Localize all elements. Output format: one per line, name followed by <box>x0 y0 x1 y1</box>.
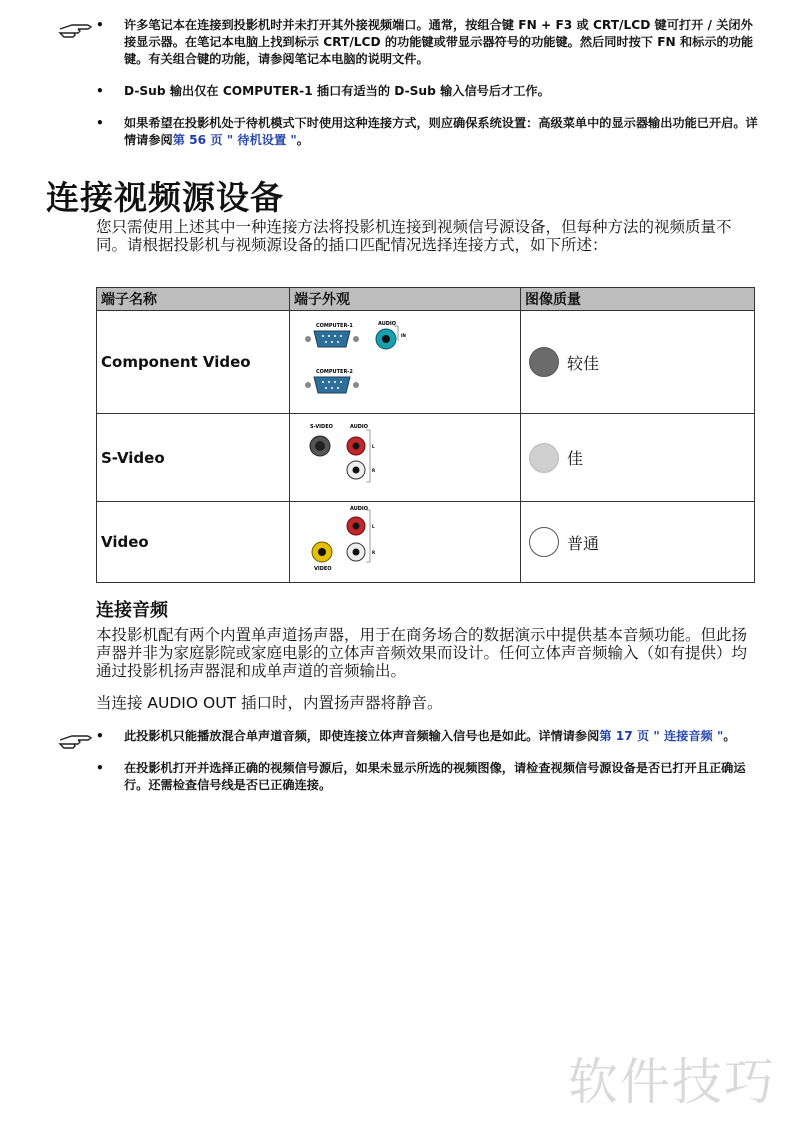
header-terminal-name: 端子名称 <box>97 288 290 311</box>
quality-indicator-icon <box>529 527 559 557</box>
port-label: AUDIO <box>350 506 369 512</box>
audio-left-jack-icon <box>347 517 365 535</box>
note-item: • 在投影机打开并选择正确的视频信号源后，如果未显示所选的视频图像，请检查视频信号源设备是否已打开且正确运行。还需检查信号线是否已正确连接。 <box>96 761 746 792</box>
note-block-bottom <box>58 728 758 794</box>
audio-jack-icon <box>376 329 396 349</box>
note-item: • D-Sub 输出仅在 COMPUTER-1 插口有适当的 D-Sub 输入信号后才工作。 <box>96 84 550 98</box>
port-label: IN <box>401 333 406 338</box>
audio-left-jack-icon <box>347 437 365 455</box>
quality-label: 较佳 <box>567 353 600 373</box>
port-label: AUDIO <box>378 321 397 327</box>
note-item: • 如果希望在投影机处于待机模式下时使用这种连接方式，则应确保系统设置：高级菜单中的显示器输出功能已开启。详情请参阅第 56 页 " 待机设置 "。 <box>96 116 758 147</box>
svideo-jack-icon <box>310 436 330 456</box>
audio-right-jack-icon <box>347 461 365 479</box>
terminal-appearance <box>290 311 521 414</box>
video-port-diagram <box>294 502 414 578</box>
connection-table <box>96 287 755 583</box>
quality-cell <box>521 502 755 583</box>
port-label: VIDEO <box>314 566 332 572</box>
intro-paragraph: 您只需使用上述其中一种连接方法将投影机连接到视频信号源设备，但每种方法的视频质量不同。请根据投影机与视频源设备的插口匹配情况选择连接方式，如下所述： <box>96 218 732 254</box>
header-image-quality: 图像质量 <box>521 288 755 311</box>
terminal-appearance <box>290 414 521 502</box>
quality-cell <box>521 311 755 414</box>
audio-mute-note: 当连接 AUDIO OUT 插口时，内置扬声器将静音。 <box>96 694 443 712</box>
top-notes <box>58 17 758 164</box>
table-header-row <box>97 288 755 311</box>
connect-audio-link[interactable]: 第 17 页 " 连接音频 " <box>599 729 724 743</box>
port-label: AUDIO <box>350 423 369 430</box>
svideo-port-diagram <box>294 416 414 496</box>
audio-section-heading: 连接音频 <box>96 600 168 621</box>
quality-label: 普通 <box>567 533 600 553</box>
page-title: 连接视频源设备 <box>46 178 284 217</box>
vga-port-icon <box>305 377 359 393</box>
audio-right-jack-icon <box>347 543 365 561</box>
note-item: • 许多笔记本在连接到投影机时并未打开其外接视频端口。通常，按组合键 FN + F3 或 CRT/LCD 键可打开 / 关闭外接显示器。在笔记本电脑上找到标示 CRT/LCD 的功能键或带显示器符号的功能键。然后同时按下 FN 和标示的功能键。有关组合键的功能，请参阅笔记本电脑的说明文件。 <box>96 18 754 66</box>
terminal-name: Video <box>97 502 290 583</box>
port-label: L <box>372 524 375 529</box>
table-row <box>97 414 755 502</box>
port-label: R <box>372 550 376 555</box>
port-label: S-VIDEO <box>310 423 333 430</box>
vga-port-icon <box>305 331 359 347</box>
watermark: 软件技巧 <box>568 1053 776 1111</box>
bottom-notes <box>58 728 758 809</box>
composite-video-jack-icon <box>312 542 332 562</box>
note-block-top <box>58 17 758 149</box>
note-item: • 此投影机只能播放混合单声道音频，即使连接立体声音频输入信号也是如此。详情请参阅第 17 页 " 连接音频 "。 <box>96 729 736 743</box>
terminal-name: Component Video <box>97 311 290 414</box>
component-port-diagram <box>294 315 414 405</box>
header-terminal-appearance: 端子外观 <box>290 288 521 311</box>
quality-label: 佳 <box>567 449 584 468</box>
quality-indicator-icon <box>529 443 559 473</box>
terminal-name: S-Video <box>97 414 290 502</box>
quality-cell <box>521 414 755 502</box>
table-row <box>97 311 755 414</box>
quality-indicator-icon <box>529 347 559 377</box>
port-label: COMPUTER-2 <box>316 369 353 375</box>
port-label: COMPUTER-1 <box>316 323 353 329</box>
terminal-appearance <box>290 502 521 583</box>
port-label: L <box>372 443 375 449</box>
port-label: R <box>372 467 376 473</box>
standby-settings-link[interactable]: 第 56 页 " 待机设置 " <box>172 133 297 147</box>
table-row <box>97 502 755 583</box>
audio-paragraph: 本投影机配有两个内置单声道扬声器，用于在商务场合的数据演示中提供基本音频功能。但此扬声器并非为家庭影院或家庭电影的立体声音频效果而设计。任何立体声音频输入（如有提供）均通过投影机扬声器混和成单声道的音频输出。 <box>96 626 748 680</box>
